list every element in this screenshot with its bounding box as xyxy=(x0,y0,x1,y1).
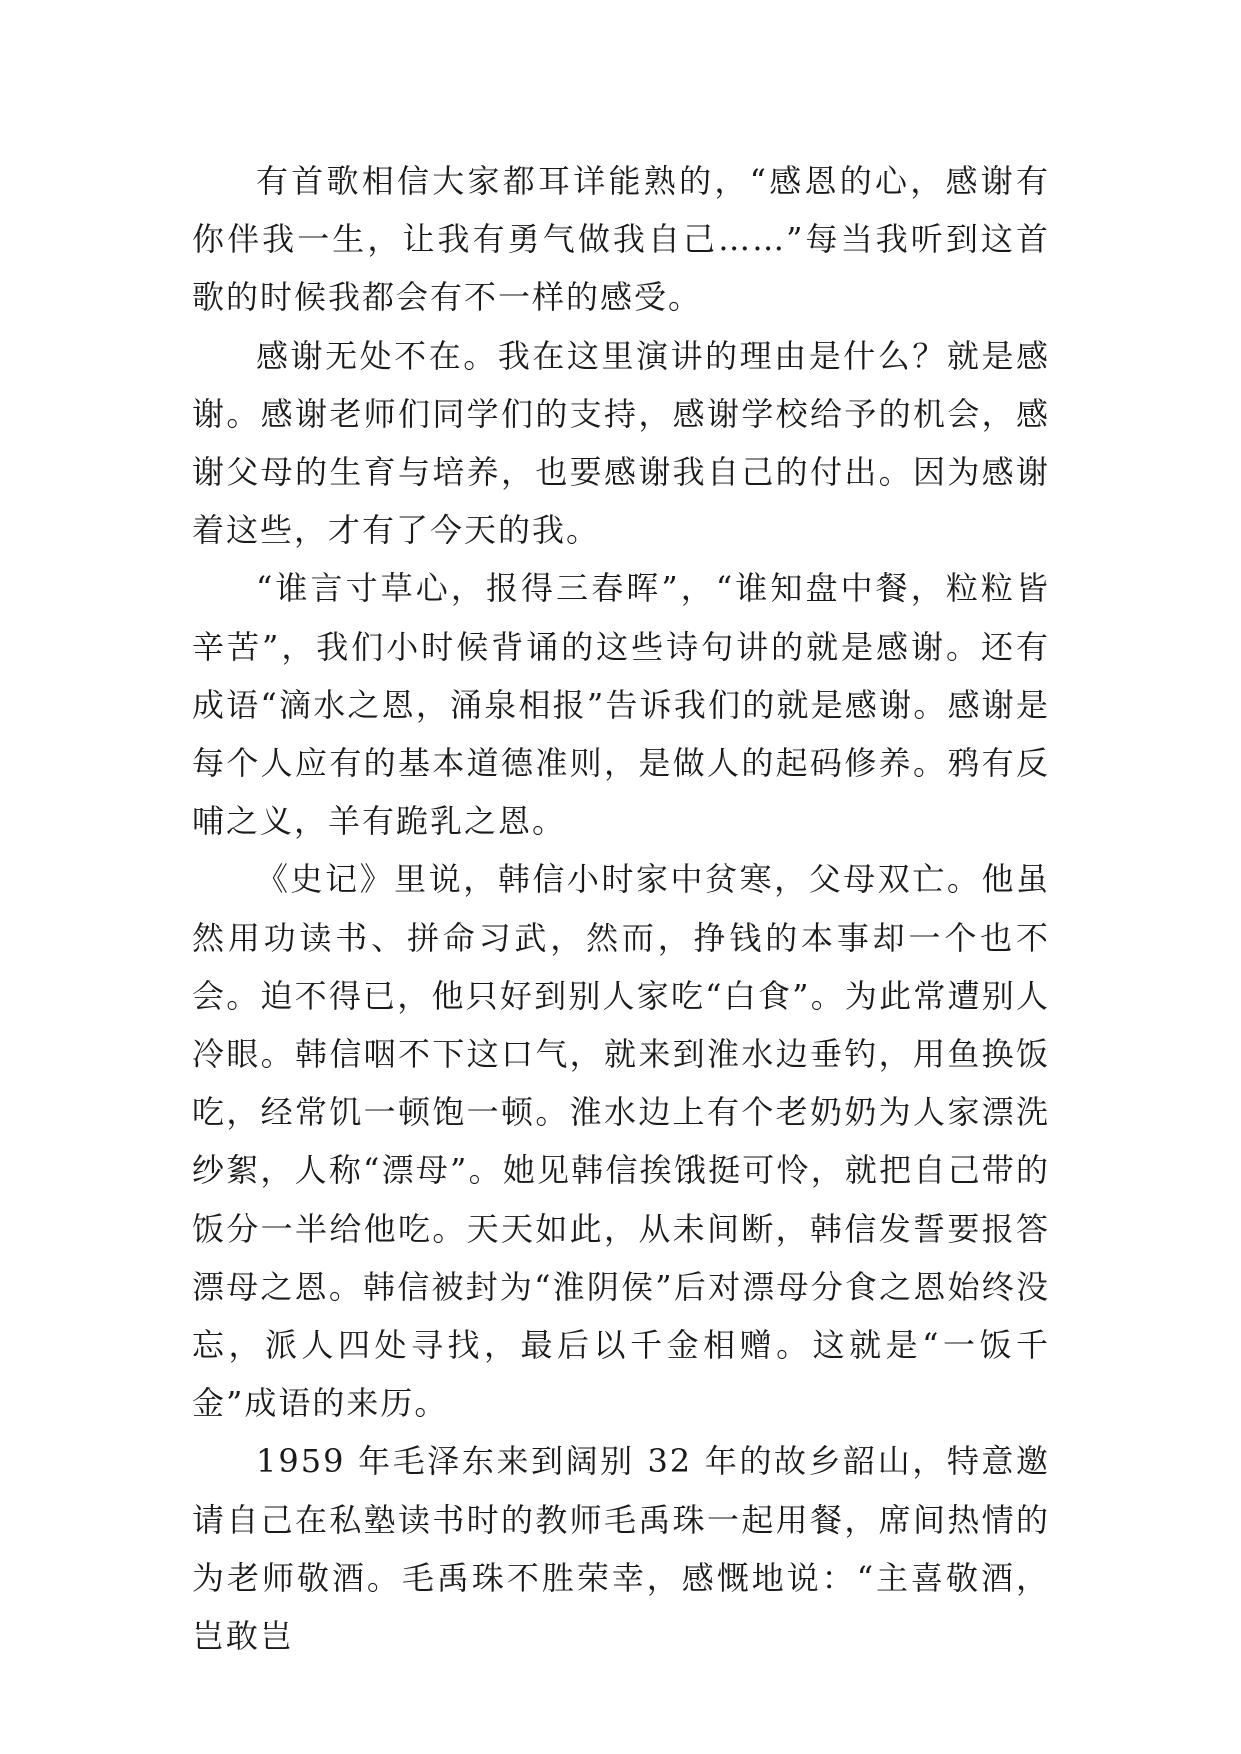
paragraph: “谁言寸草心，报得三春晖”，“谁知盘中餐，粒粒皆辛苦”，我们小时候背诵的这些诗句讲的就是感谢。还有成语“滴水之恩，涌泉相报”告诉我们的就是感谢。感谢是每个人应有的基本道德准则，是做人的起码修养。鸦有反哺之义，羊有跪乳之恩。 xyxy=(192,569,1050,841)
paragraph: 感谢无处不在。我在这里演讲的理由是什么？就是感谢。感谢老师们同学们的支持，感谢学校给予的机会，感谢父母的生育与培养，也要感谢我自己的付出。因为感谢着这些，才有了今天的我。 xyxy=(192,336,1050,550)
paragraph: 《史记》里说，韩信小时家中贫寒，父母双亡。他虽然用功读书、拼命习武，然而，挣钱的本事却一个也不会。迫不得已，他只好到别人家吃“白食”。为此常遭别人冷眼。韩信咽不下这口气，就来到淮水边垂钓，用鱼换饭吃，经常饥一顿饱一顿。淮水边上有个老奶奶为人家漂洗纱絮，人称“漂母”。她见韩信挨饿挺可怜，就把自己带的饭分一半给他吃。天天如此，从未间断，韩信发誓要报答漂母之恩。韩信被封为“淮阴侯”后对漂母分食之恩始终没忘，派人四处寻找，最后以千金相赠。这就是“一饭千金”成语的来历。 xyxy=(192,860,1050,1423)
document-body xyxy=(192,152,1050,1665)
paragraph: 有首歌相信大家都耳详能熟的，“感恩的心，感谢有你伴我一生，让我有勇气做我自己……”每当我听到这首歌的时候我都会有不一样的感受。 xyxy=(192,162,1050,317)
paragraph: 1959 年毛泽东来到阔别 32 年的故乡韶山，特意邀请自己在私塾读书时的教师毛禹珠一起用餐，席间热情的为老师敬酒。毛禹珠不胜荣幸，感慨地说：“主喜敬酒，岂敢岂 xyxy=(192,1442,1050,1656)
